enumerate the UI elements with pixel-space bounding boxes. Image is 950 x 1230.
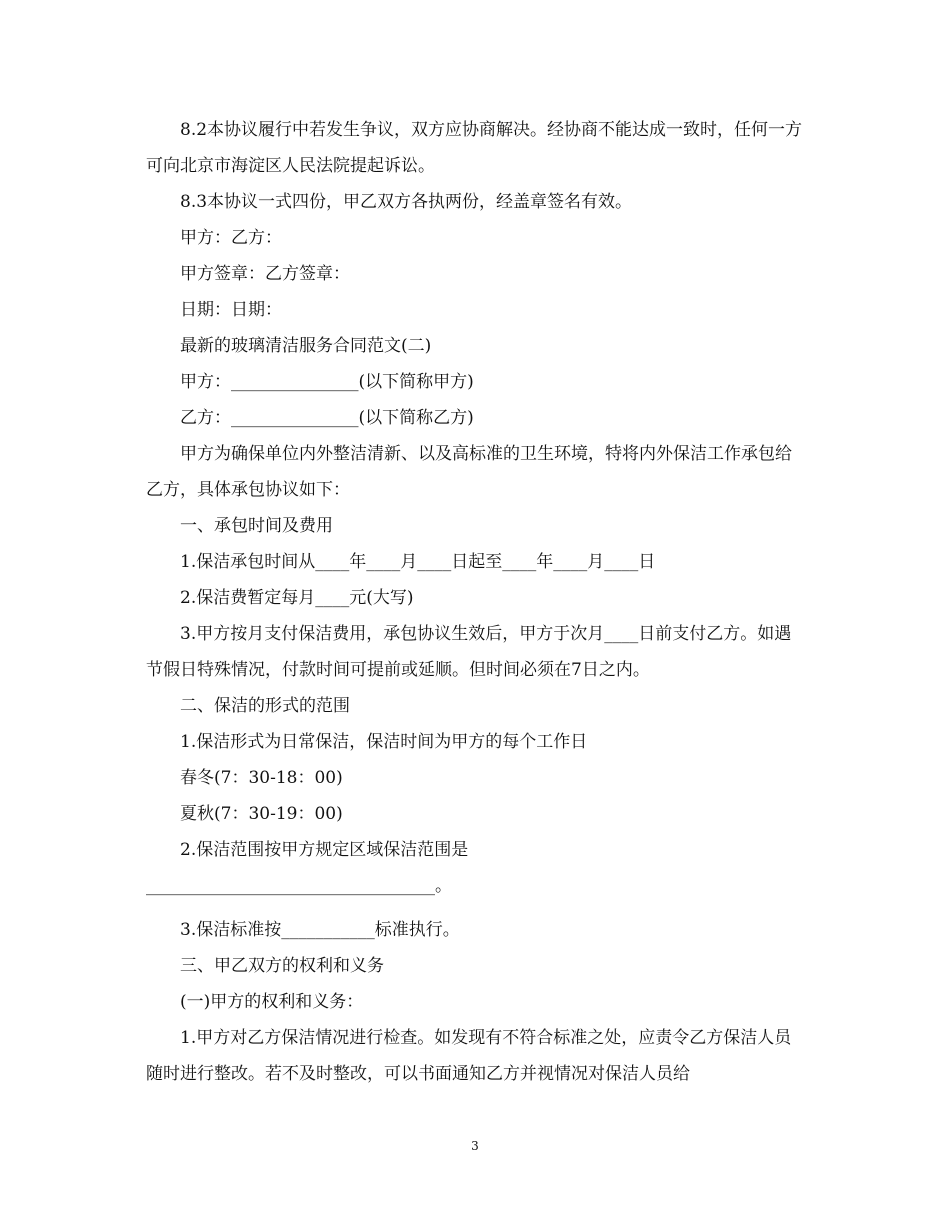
schedule-summer-autumn: 夏秋(7：30-19：00) bbox=[180, 804, 343, 824]
subheading-party-a: (一)甲方的权利和义务： bbox=[180, 992, 364, 1012]
heading-scope: 二、保洁的形式的范围 bbox=[180, 696, 350, 716]
paragraph-preamble: 甲方为确保单位内外整洁清新、以及高标准的卫生环境，特将内外保洁工作承包给乙方，具体承包协议如下： bbox=[146, 444, 792, 500]
heading-rights-obligations: 三、甲乙双方的权利和义务 bbox=[180, 956, 384, 976]
schedule-spring-winter: 春冬(7：30-18：00) bbox=[180, 768, 343, 788]
paragraph-copies: 8.3本协议一式四份，甲乙双方各执两份，经盖章签名有效。 bbox=[180, 192, 633, 212]
clause-area: 2.保洁范围按甲方规定区域保洁范围是 bbox=[180, 840, 469, 860]
area-blank-line: __________________________________。 bbox=[146, 876, 452, 896]
party-b-line: 乙方：_______________(以下简称乙方) bbox=[180, 408, 474, 428]
party-line: 甲方：乙方： bbox=[180, 228, 282, 248]
heading-contract-period: 一、承包时间及费用 bbox=[180, 516, 333, 536]
section-title: 最新的玻璃清洁服务合同范文(二) bbox=[180, 336, 432, 356]
clause-standard: 3.保洁标准按___________标准执行。 bbox=[180, 920, 460, 940]
clause-payment: 3.甲方按月支付保洁费用，承包协议生效后，甲方于次月____日前支付乙方。如遇节假日特殊情况，付款时间可提前或延顺。但时间必须在7日之内。 bbox=[146, 624, 792, 680]
party-a-line: 甲方：_______________(以下简称甲方) bbox=[180, 372, 474, 392]
clause-period: 1.保洁承包时间从____年____月____日起至____年____月____日 bbox=[180, 552, 656, 572]
page-number: 3 bbox=[471, 1139, 479, 1153]
clause-inspection: 1.甲方对乙方保洁情况进行检查。如发现有不符合标准之处，应责令乙方保洁人员随时进行整改。若不及时整改，可以书面通知乙方并视情况对保洁人员给 bbox=[146, 1028, 792, 1084]
clause-fee: 2.保洁费暂定每月____元(大写) bbox=[180, 588, 414, 608]
date-line: 日期：日期： bbox=[180, 300, 282, 320]
signature-line: 甲方签章：乙方签章： bbox=[180, 264, 350, 284]
clause-cleaning-form: 1.保洁形式为日常保洁，保洁时间为甲方的每个工作日 bbox=[180, 732, 588, 752]
paragraph-dispute-resolution: 8.2本协议履行中若发生争议，双方应协商解决。经协商不能达成一致时，任何一方可向北京市海淀区人民法院提起诉讼。 bbox=[146, 120, 803, 176]
